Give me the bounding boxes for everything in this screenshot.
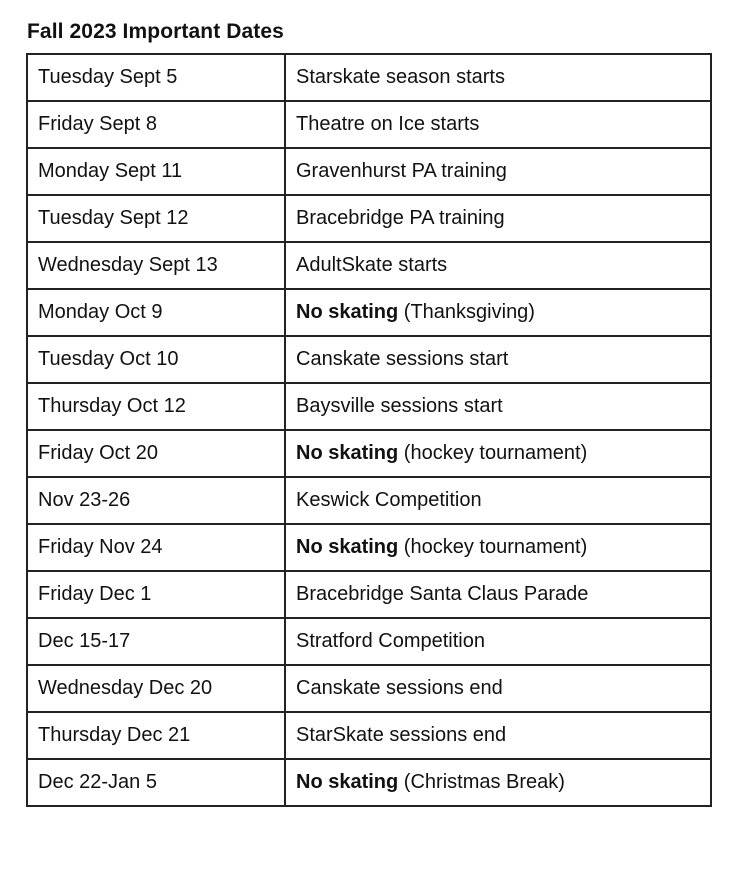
event-text: (Christmas Break) xyxy=(398,771,565,793)
event-cell xyxy=(285,54,711,101)
table-row xyxy=(27,336,711,383)
table-row xyxy=(27,524,711,571)
date-cell: Thursday Dec 21 xyxy=(27,712,285,759)
date-cell: Friday Dec 1 xyxy=(27,571,285,618)
event-cell xyxy=(285,618,711,665)
table-row xyxy=(27,430,711,477)
date-cell: Friday Sept 8 xyxy=(27,101,285,148)
event-text: Stratford Competition xyxy=(296,630,485,652)
no-skating-label: No skating xyxy=(296,771,399,793)
event-text: StarSkate sessions end xyxy=(296,724,507,746)
event-cell xyxy=(285,336,711,383)
date-cell: Friday Oct 20 xyxy=(27,430,285,477)
table-row xyxy=(27,665,711,712)
date-cell: Monday Oct 9 xyxy=(27,289,285,336)
no-skating-label: No skating xyxy=(296,301,399,323)
date-cell: Thursday Oct 12 xyxy=(27,383,285,430)
event-text: Bracebridge PA training xyxy=(296,207,505,229)
table-row xyxy=(27,54,711,101)
table-row xyxy=(27,195,711,242)
event-cell xyxy=(285,430,711,477)
date-cell: Wednesday Dec 20 xyxy=(27,665,285,712)
event-text: (hockey tournament) xyxy=(398,536,588,558)
event-text: Canskate sessions start xyxy=(296,348,509,370)
table-row xyxy=(27,759,711,806)
dates-table xyxy=(26,53,712,807)
table-row xyxy=(27,242,711,289)
event-text: Canskate sessions end xyxy=(296,677,503,699)
table-row xyxy=(27,571,711,618)
event-text: (hockey tournament) xyxy=(398,442,588,464)
table-row xyxy=(27,618,711,665)
event-text: Bracebridge Santa Claus Parade xyxy=(296,583,589,605)
date-cell: Monday Sept 11 xyxy=(27,148,285,195)
date-cell: Dec 22-Jan 5 xyxy=(27,759,285,806)
event-cell xyxy=(285,242,711,289)
date-cell: Wednesday Sept 13 xyxy=(27,242,285,289)
event-text: Baysville sessions start xyxy=(296,395,503,417)
event-cell xyxy=(285,477,711,524)
event-cell xyxy=(285,665,711,712)
date-cell: Tuesday Oct 10 xyxy=(27,336,285,383)
table-row xyxy=(27,101,711,148)
event-cell xyxy=(285,101,711,148)
event-text: Keswick Competition xyxy=(296,489,482,511)
dates-table-body xyxy=(27,54,711,806)
event-cell xyxy=(285,148,711,195)
table-row xyxy=(27,289,711,336)
date-cell: Tuesday Sept 12 xyxy=(27,195,285,242)
event-text: Gravenhurst PA training xyxy=(296,160,507,182)
date-cell: Friday Nov 24 xyxy=(27,524,285,571)
table-row xyxy=(27,148,711,195)
event-cell xyxy=(285,524,711,571)
event-cell xyxy=(285,195,711,242)
page-title: Fall 2023 Important Dates xyxy=(27,20,284,43)
event-text: Starskate season starts xyxy=(296,66,505,88)
event-cell xyxy=(285,759,711,806)
event-text: AdultSkate starts xyxy=(296,254,448,276)
event-text: Theatre on Ice starts xyxy=(296,113,480,135)
table-row xyxy=(27,712,711,759)
no-skating-label: No skating xyxy=(296,536,399,558)
event-cell xyxy=(285,712,711,759)
date-cell: Tuesday Sept 5 xyxy=(27,54,285,101)
event-cell xyxy=(285,571,711,618)
date-cell: Nov 23-26 xyxy=(27,477,285,524)
event-text: (Thanksgiving) xyxy=(398,301,535,323)
date-cell: Dec 15-17 xyxy=(27,618,285,665)
event-cell xyxy=(285,289,711,336)
table-row xyxy=(27,477,711,524)
no-skating-label: No skating xyxy=(296,442,399,464)
event-cell xyxy=(285,383,711,430)
table-row xyxy=(27,383,711,430)
